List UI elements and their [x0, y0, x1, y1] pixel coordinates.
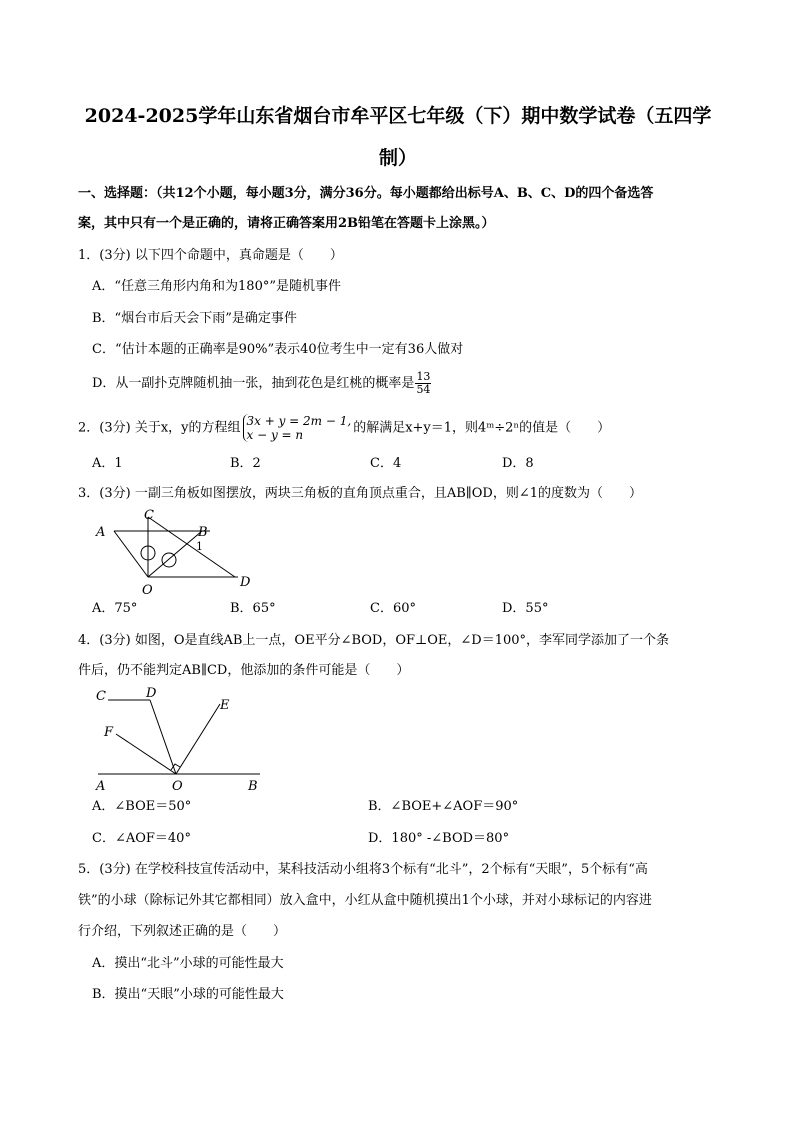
- label-c: C: [96, 689, 106, 704]
- question-4-stem-line1: 4．(3分) 如图，O是直线AB上一点，OE平分∠BOD，OF⊥OE，∠D＝100°，李军同学添加了一个条: [78, 633, 670, 648]
- question-1-stem: 1．(3分) 以下四个命题中，真命题是（ ）: [78, 248, 343, 263]
- question-3-option-a: A．75°: [92, 601, 138, 616]
- question-1-option-d-text: D．从一副扑克牌随机抽一张，抽到花色是红桃的概率是: [92, 376, 415, 391]
- question-2-stem: [78, 414, 718, 442]
- question-5-stem-line2: 铁”的小球（除标记外其它都相同）放入盒中，小红从盒中随机摸出1个小球，并对小球标记的内容进: [78, 893, 652, 908]
- question-5-option-a: A．摸出“北斗”小球的可能性最大: [92, 956, 284, 971]
- question-3-stem: 3．(3分) 一副三角板如图摆放，两块三角板的直角顶点重合，且AB∥OD，则∠1的度数为（ ）: [78, 486, 643, 501]
- question-3-option-b: B．65°: [230, 601, 276, 616]
- question-2-option-d: D．8: [502, 456, 534, 471]
- probability-fraction: [415, 371, 431, 396]
- question-1-option-d: [92, 371, 431, 396]
- label-c: C: [144, 508, 154, 523]
- section-heading-cont: 案，其中只有一个是正确的，请将正确答案用2B铅笔在答题卡上涂黑。）: [78, 216, 495, 231]
- label-o: O: [172, 779, 183, 794]
- label-e: E: [220, 698, 230, 713]
- page-title: 2024-2025学年山东省烟台市牟平区七年级（下）期中数学试卷（五四学: [84, 105, 712, 127]
- question-4-option-d: D．180° -∠BOD＝80°: [368, 831, 510, 846]
- segment-ao: [114, 531, 148, 577]
- segment-ob: [148, 531, 202, 577]
- equation-1: 3x + y = 2m − 1,: [246, 414, 352, 428]
- question-1-option-b: B．“烟台市后天会下雨”是确定事件: [92, 311, 297, 326]
- question-5-stem-line1: 5．(3分) 在学校科技宣传活动中，某科技活动小组将3个标有“北斗”，2个标有“天眼”，5个标有“高: [78, 862, 648, 877]
- question-2-stem-post: 的解满足x+y＝1，则4ᵐ÷2ⁿ的值是（ ）: [353, 420, 611, 436]
- question-2-stem-pre: 2．(3分) 关于x，y的方程组: [78, 420, 241, 436]
- question-3-option-c: C．60°: [370, 601, 416, 616]
- label-o: O: [142, 583, 153, 597]
- question-3-option-d: D．55°: [502, 601, 549, 616]
- equation-system: [243, 414, 352, 442]
- page-title-cont: 制）: [378, 147, 417, 169]
- label-a: A: [96, 525, 106, 540]
- question-4-option-c: C．∠AOF＝40°: [92, 831, 191, 846]
- segment-do: [150, 700, 176, 774]
- label-angle-1: 1: [196, 540, 203, 553]
- question-1-option-c: C．“估计本题的正确率是90%”表示40位考生中一定有36人做对: [92, 342, 464, 357]
- segment-cd: [148, 517, 235, 577]
- question-2-option-b: B．2: [230, 456, 261, 471]
- ray-of: [116, 734, 176, 774]
- question-2-option-c: C．4: [370, 456, 402, 471]
- question-5-stem-line3: 行介绍，下列叙述正确的是（ ）: [78, 924, 287, 939]
- fraction-denominator: 54: [416, 383, 431, 396]
- ray-oe: [176, 704, 220, 774]
- label-b: B: [248, 779, 258, 794]
- label-f: F: [104, 725, 114, 740]
- question-2-option-a: A．1: [92, 456, 123, 471]
- section-heading: 一、选择题：（共12个小题，每小题3分，满分36分。每小题都给出标号A、B、C、D的四个备选答: [78, 186, 654, 201]
- question-4-stem-line2: 件后，仍不能判定AB∥CD，他添加的条件可能是（ ）: [78, 663, 410, 678]
- triangle-hole-2: [162, 553, 176, 567]
- question-4-option-b: B．∠BOE+∠AOF＝90°: [368, 799, 519, 814]
- question-4-figure: [90, 684, 270, 796]
- equation-2: x − y = n: [246, 428, 304, 442]
- question-3-figure: [90, 505, 265, 597]
- label-b: B: [198, 525, 208, 540]
- fraction-numerator: 13: [416, 370, 431, 383]
- label-a: A: [96, 779, 106, 794]
- question-5-option-b: B．摸出“天眼”小球的可能性最大: [92, 987, 284, 1002]
- question-1-option-a: A．“任意三角形内角和为180°”是随机事件: [92, 279, 341, 294]
- label-d: D: [240, 575, 251, 590]
- question-4-option-a: A．∠BOE＝50°: [92, 799, 192, 814]
- label-d: D: [146, 686, 157, 701]
